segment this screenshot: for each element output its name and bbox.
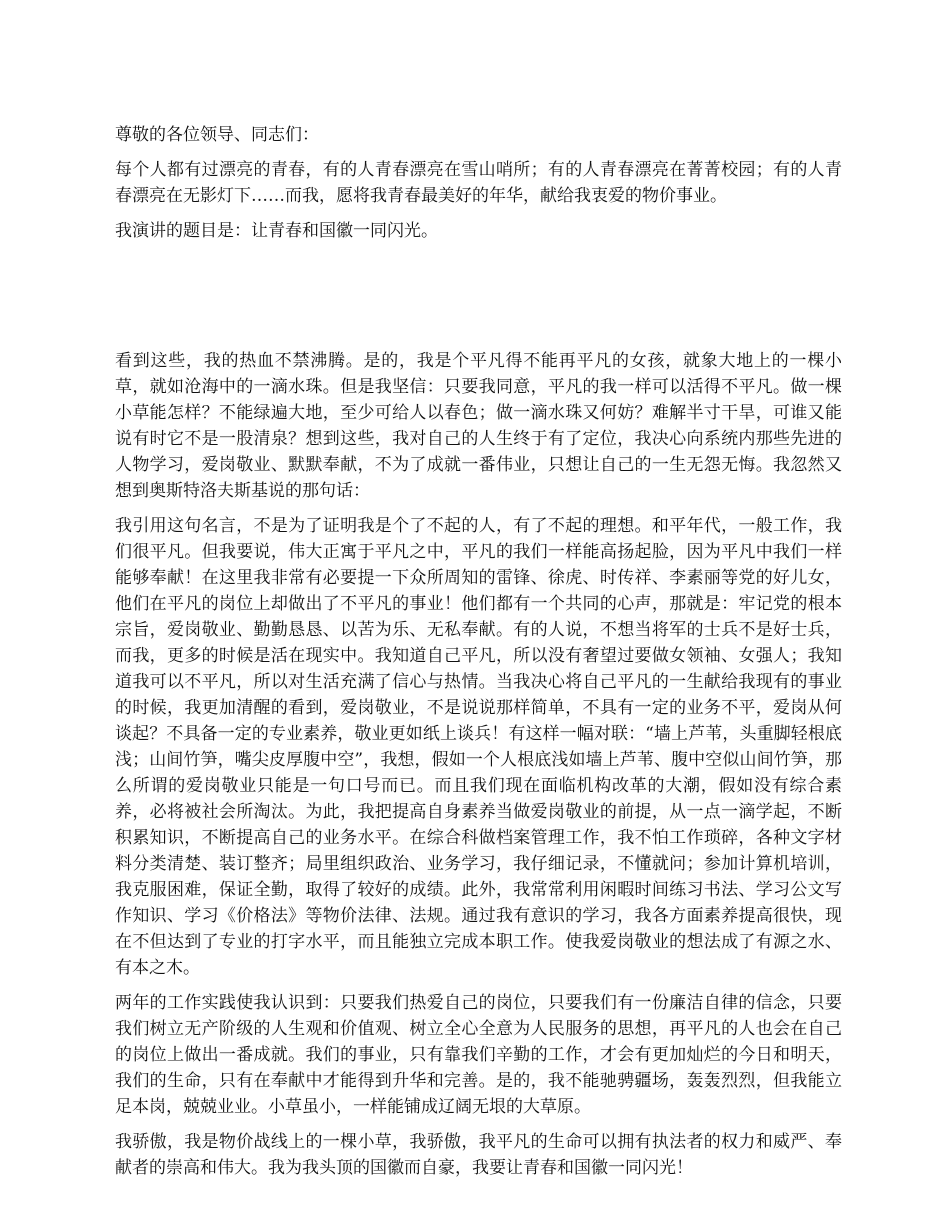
paragraph-practice: 两年的工作实践使我认识到：只要我们热爱自己的岗位，只要我们有一份廉洁自律的信念，只要我们树立无产阶级的人生观和价值观、树立全心全意为人民服务的思想，再平凡的人也会在自己的岗位上做出一番成就。我们的事业，只有靠我们辛勤的工作，才会有更加灿烂的今日和明天，我们的生命，只有在奉献中才能得到升华和完善。是的，我不能驰骋疆场，轰轰烈烈，但我能立足本岗，兢兢业业。小草虽小，一样能铺成辽阔无垠的大草原。 xyxy=(115,993,842,1117)
paragraph-quote: 我引用这句名言，不是为了证明我是个了不起的人，有了不起的理想。和平年代，一般工作，我们很平凡。但我要说，伟大正寓于平凡之中，平凡的我们一样能高扬起脸，因为平凡中我们一样能够奉献！在这里我非常有必要提一下众所周知的雷锋、徐虎、时传祥、李素丽等党的好儿女，他们在平凡的岗位上却做出了不平凡的事业！他们都有一个共同的心声，那就是：牢记党的根本宗旨，爱岗敬业、勤勤恳恳、以苦为乐、无私奉献。有的人说，不想当将军的士兵不是好士兵，而我，更多的时候是活在现实中。我知道自己平凡，所以没有奢望过要做女领袖、女强人；我知道我可以不平凡，所以对生活充满了信心与热情。当我决心将自己平凡的一生献给我现有的事业的时候，我更加清醒的看到，爱岗敬业，不是说说那样简单，不具有一定的业务不平，爱岗从何谈起？不具备一定的专业素养，敬业更如纸上谈兵！有这样一幅对联：“墙上芦苇，头重脚轻根底浅；山间竹笋，嘴尖皮厚腹中空”，我想，假如一个人根底浅如墙上芦苇、腹中空似山间竹笋，那么所谓的爱岗敬业只能是一句口号而已。而且我们现在面临机构改革的大潮，假如没有综合素养，必将被社会所淘汰。为此，我把提高自身素养当做爱岗敬业的前提，从一点一滴学起，不断积累知识，不断提高自己的业务水平。在综合科做档案管理工作，我不怕工作琐碎，各种文字材料分类清楚、装订整齐；局里组织政治、业务学习，我仔细记录，不懂就问；参加计算机培训，我克服困难，保证全勤，取得了较好的成绩。此外，我常常利用闲暇时间练习书法、学习公文写作知识、学习《价格法》等物价法律、法规。通过我有意识的学习，我各方面素养提高很快，现在不但达到了专业的打字水平，而且能独立完成本职工作。使我爱岗敬业的想法成了有源之水、有本之木。 xyxy=(115,516,842,978)
salutation: 尊敬的各位领导、同志们： xyxy=(115,125,319,145)
document-page xyxy=(115,122,842,1181)
paragraph-title: 我演讲的题目是：让青春和国徽一同闪光。 xyxy=(115,221,438,241)
paragraph-intro: 每个人都有过漂亮的青春，有的人青春漂亮在雪山哨所；有的人青春漂亮在菁菁校园；有的人青春漂亮在无影灯下……而我，愿将我青春最美好的年华，献给我衷爱的物价事业。 xyxy=(115,160,842,206)
paragraph-ordinary: 看到这些，我的热血不禁沸腾。是的，我是个平凡得不能再平凡的女孩，就象大地上的一棵小草，就如沧海中的一滴水珠。但是我坚信：只要我同意，平凡的我一样可以活得不平凡。做一棵小草能怎样？不能绿遍大地，至少可给人以春色；做一滴水珠又何妨？难解半寸干旱，可谁又能说有时它不是一股清泉？想到这些，我对自己的人生终于有了定位，我决心向系统内那些先进的人物学习，爱岗敬业、默默奉献，不为了成就一番伟业，只想让自己的一生无怨无悔。我忽然又想到奥斯特洛夫斯基说的那句话： xyxy=(115,351,842,501)
paragraph-conclusion: 我骄傲，我是物价战线上的一棵小草，我骄傲，我平凡的生命可以拥有执法者的权力和威严、奉献者的崇高和伟大。我为我头顶的国徽而自豪，我要让青春和国徽一同闪光！ xyxy=(115,1132,842,1178)
